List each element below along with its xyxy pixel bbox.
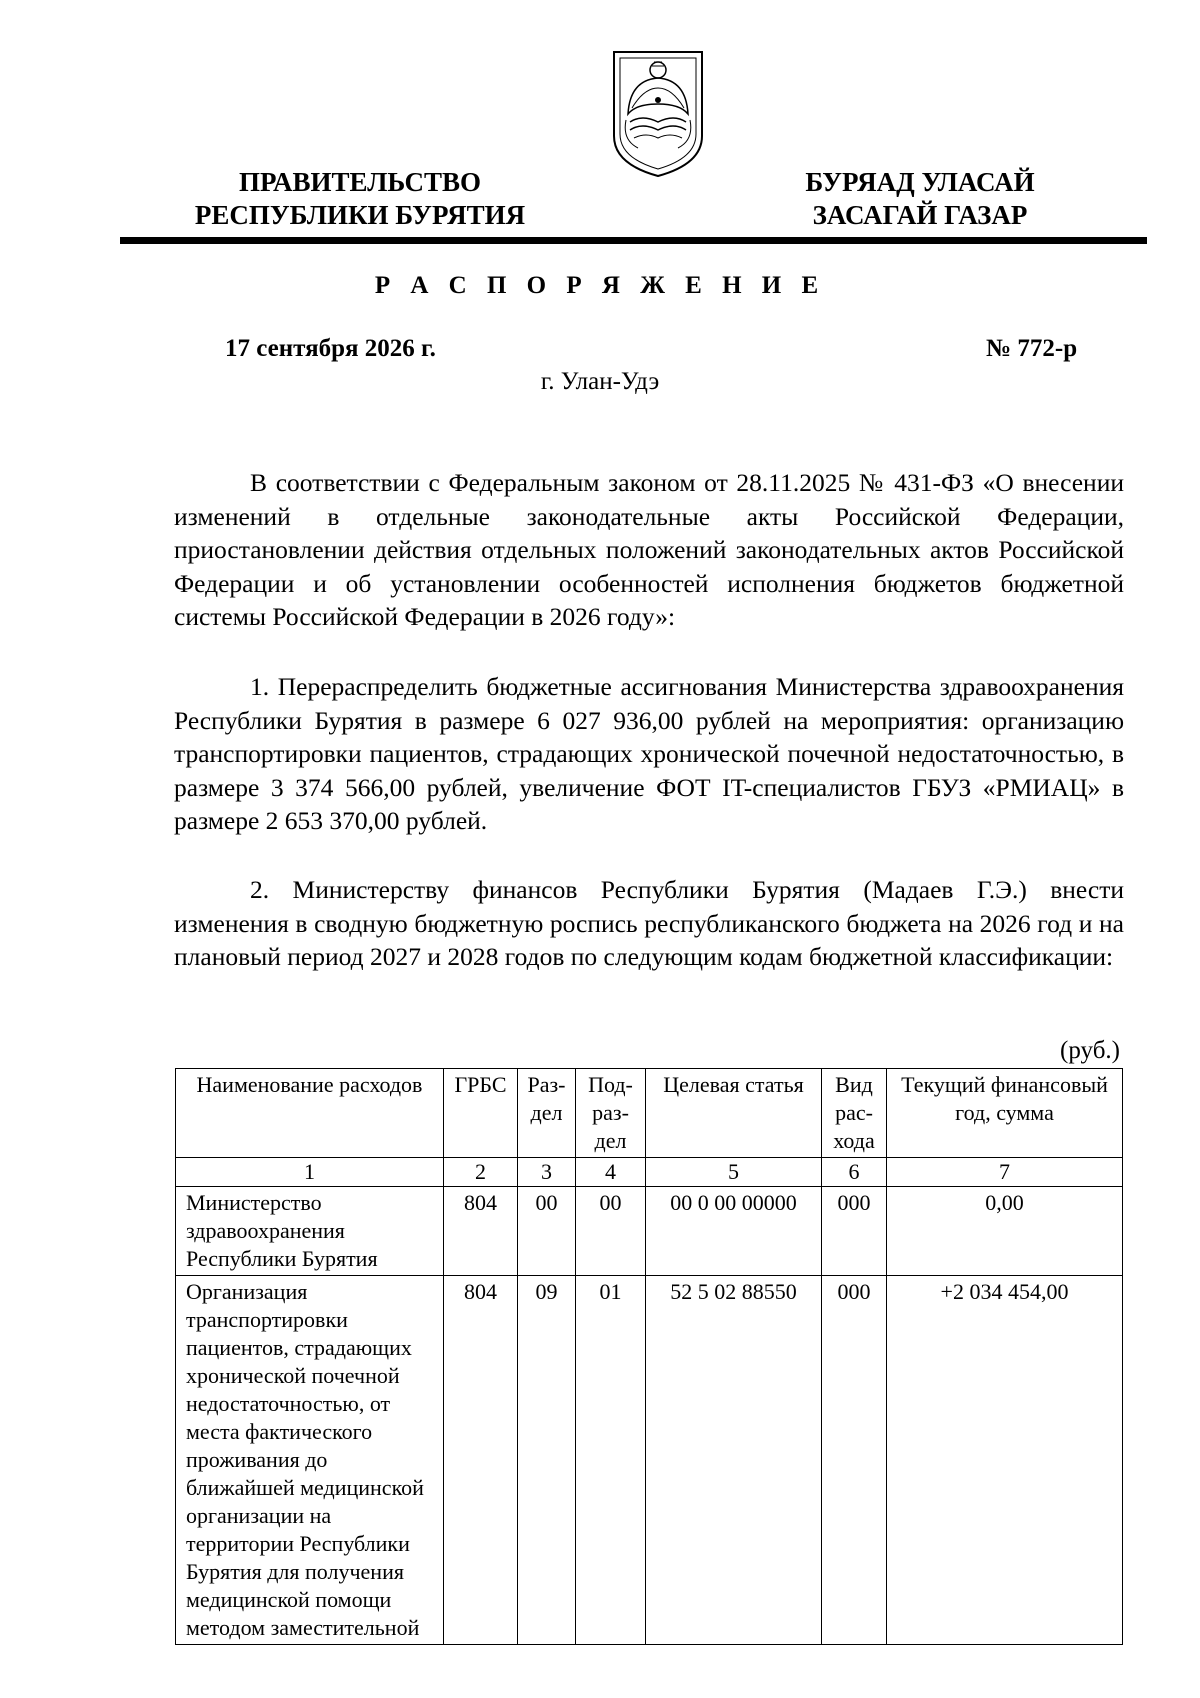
row-target-cell: 00 0 00 00000 (646, 1187, 822, 1276)
header-right-line2: ЗАСАГАЙ ГАЗАР (812, 200, 1028, 230)
table-column-numbers-row (176, 1158, 1123, 1187)
header-cell-podrazdel: Под-раз-дел (576, 1069, 646, 1158)
column-number: 4 (576, 1158, 646, 1187)
document-date: 17 сентября 2026 г. (225, 335, 436, 362)
government-header-ru (150, 166, 570, 232)
header-cell-grbs: ГРБС (444, 1069, 518, 1158)
budget-classification-table (175, 1068, 1123, 1645)
column-number: 6 (822, 1158, 887, 1187)
table-row (176, 1276, 1123, 1645)
header-left-line1: ПРАВИТЕЛЬСТВО (238, 167, 482, 197)
column-number: 5 (646, 1158, 822, 1187)
row-podrazdel-cell: 01 (576, 1276, 646, 1645)
row-grbs-cell: 804 (444, 1276, 518, 1645)
government-header-bua (750, 166, 1090, 232)
row-grbs-cell: 804 (444, 1187, 518, 1276)
column-number: 1 (176, 1158, 444, 1187)
row-razdel-cell: 09 (518, 1276, 576, 1645)
row-podrazdel-cell: 00 (576, 1187, 646, 1276)
row-name-cell: Министерство здравоохранения Республики Бурятия (176, 1187, 444, 1276)
row-target-cell: 52 5 02 88550 (646, 1276, 822, 1645)
row-sum-cell: +2 034 454,00 (887, 1276, 1123, 1645)
coat-of-arms-emblem (608, 44, 708, 180)
document-city: г. Улан-Удэ (540, 368, 660, 395)
paragraph-item-1: 1. Перераспределить бюджетные ассигнования Министерства здравоохранения Республики Бурятия в размере 6 027 936,00 рублей на мероприятия: организацию транспортировки пациентов, страдающих хронической почечной недостаточностью, в размере 3 374 566,00 рублей, увеличение ФОТ IT-специалистов ГБУЗ «РМИАЦ» в размере 2 653 370,00 рублей. (174, 672, 1124, 835)
header-cell-target: Целевая статья (646, 1069, 822, 1158)
document-type-title: Р А С П О Р Я Ж Е Н И Е (374, 272, 826, 299)
row-name-cell: Организация транспортировки пациентов, страдающих хронической почечной недостаточностью, от места фактического проживания до ближайшей медицинской организации на территории Республики Бурятия для получения медицинской помощи методом заместительной (176, 1276, 444, 1645)
header-cell-name: Наименование расходов (176, 1069, 444, 1158)
table-header-row (176, 1069, 1123, 1158)
header-cell-sum: Текущий финансовый год, сумма (887, 1069, 1123, 1158)
table-unit-label: (руб.) (1060, 1037, 1120, 1064)
header-left-line2: РЕСПУБЛИКИ БУРЯТИЯ (194, 200, 526, 230)
column-number: 3 (518, 1158, 576, 1187)
row-vid-cell: 000 (822, 1276, 887, 1645)
header-cell-vid: Вид рас-хода (822, 1069, 887, 1158)
column-number: 2 (444, 1158, 518, 1187)
header-cell-razdel: Раз-дел (518, 1069, 576, 1158)
table-row (176, 1187, 1123, 1276)
row-razdel-cell: 00 (518, 1187, 576, 1276)
column-number: 7 (887, 1158, 1123, 1187)
document-number: № 772-р (986, 335, 1078, 362)
paragraph-item-2: 2. Министерству финансов Республики Бурятия (Мадаев Г.Э.) внести изменения в сводную бюджетную роспись республиканского бюджета на 2026 год и на плановый период 2027 и 2028 годов по следующим кодам бюджетной классификации: (174, 875, 1124, 971)
header-divider (120, 237, 1147, 244)
row-vid-cell: 000 (822, 1187, 887, 1276)
row-sum-cell: 0,00 (887, 1187, 1123, 1276)
paragraph-preamble: В соответствии с Федеральным законом от 28.11.2025 № 431-ФЗ «О внесении изменений в отдельные законодательные акты Российской Федерации, приостановлении действия отдельных положений законодательных актов Российской Федерации и об установлении особенностей исполнения бюджетов бюджетной системы Российской Федерации в 2026 году»: (174, 468, 1124, 631)
header-right-line1: БУРЯАД УЛАСАЙ (805, 167, 1035, 197)
